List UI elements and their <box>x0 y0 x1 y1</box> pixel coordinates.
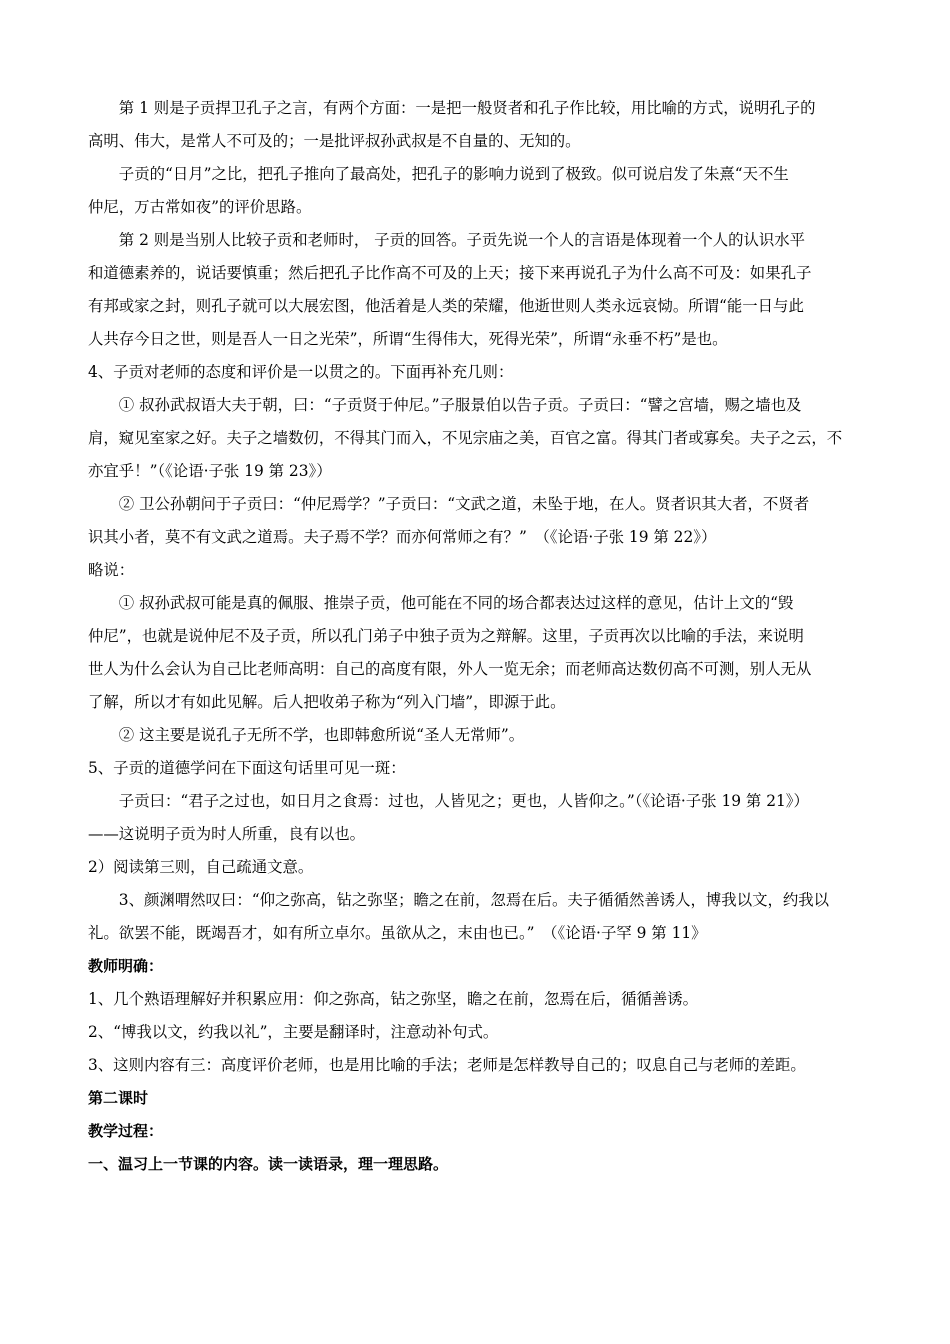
process-heading <box>88 1115 862 1148</box>
text-line: 有邦或家之封，则孔子就可以大展宏图，他活着是人类的荣耀，他逝世则人类永远哀恸。所谓“能一日与此 <box>88 297 804 315</box>
text-line: ① 叔孙武叔可能是真的佩服、推崇子贡，他可能在不同的场合都表达过这样的意见，估计上文的“毁 <box>118 594 794 612</box>
item-5 <box>88 752 862 785</box>
text-line: 5、子贡的道德学问在下面这句话里可见一斑： <box>88 759 406 777</box>
item-4 <box>88 356 862 389</box>
text-line: 仲尼”，也就是说仲尼不及子贡，所以孔门弟子中独子贡为之辩解。这里，子贡再次以比喻的手法，来说明 <box>88 627 804 645</box>
text-line: 世人为什么会认为自己比老师高明：自己的高度有限，外人一览无余；而老师高达数仞高不可测，别人无从 <box>88 660 812 678</box>
text-line: 仲尼，万古常如夜”的评价思路。 <box>88 198 312 216</box>
text-line: 肩，窥见室家之好。夫子之墙数仞，不得其门而入，不见宗庙之美，百官之富。得其门者或寡矣。夫子之云，不 <box>88 429 843 447</box>
paragraph-1 <box>88 92 862 158</box>
paragraph-3 <box>88 224 862 356</box>
text-line: 3、这则内容有三：高度评价老师，也是用比喻的手法；老师是怎样教导自己的；叹息自己与老师的差距。 <box>88 1056 806 1074</box>
text-line: 4、子贡对老师的态度和评价是一以贯之的。下面再补充几则： <box>88 363 514 381</box>
paragraph-2 <box>88 158 862 224</box>
text-line: 高明、伟大，是常人不可及的；一是批评叔孙武叔是不自量的、无知的。 <box>88 132 581 150</box>
text-line: 教师明确： <box>88 957 164 975</box>
text-line: 2、“博我以文，约我以礼”，主要是翻译时，注意动补句式。 <box>88 1023 499 1041</box>
note-2 <box>88 719 862 752</box>
text-line: 亦宜乎！”（《论语·子张 19 第 23》） <box>88 462 332 480</box>
teacher-point-2 <box>88 1016 862 1049</box>
text-line: 了解，所以才有如此见解。后人把收弟子称为“列入门墙”，即源于此。 <box>88 693 566 711</box>
text-line: 和道德素养的，说话要慎重；然后把孔子比作高不可及的上天；接下来再说孔子为什么高不可及：如果孔子 <box>88 264 812 282</box>
text-line: 子贡的“日月”之比，把孔子推向了最高处，把孔子的影响力说到了极致。似可说启发了朱熹“天不生 <box>118 165 789 183</box>
teacher-point-1 <box>88 983 862 1016</box>
text-line: 人共存今日之世，则是吾人一日之光荣”，所谓“生得伟大，死得光荣”，所谓“永垂不朽”是也。 <box>88 330 728 348</box>
text-line: 1、几个熟语理解好并积累应用：仰之弥高，钻之弥坚，瞻之在前，忽焉在后，循循善诱。 <box>88 990 699 1008</box>
text-line: ——这说明子贡为时人所重，良有以也。 <box>88 825 366 843</box>
note-1 <box>88 587 862 719</box>
text-line: 礼。欲罢不能，既竭吾才，如有所立卓尔。虽欲从之，末由也已。” （《论语·子罕 9 第 11》 <box>88 924 707 942</box>
text-line: 略说： <box>88 561 135 579</box>
text-line: ② 这主要是说孔子无所不学，也即韩愈所说“圣人无常师”。 <box>118 726 525 744</box>
text-line: 第 2 则是当别人比较子贡和老师时， 子贡的回答。子贡先说一个人的言语是体现着一个人的认识水平 <box>118 231 806 249</box>
quote-4 <box>88 884 862 950</box>
lue-shuo-label <box>88 554 862 587</box>
teacher-heading <box>88 950 862 983</box>
text-line: 第 1 则是子贡捍卫孔子之言，有两个方面：一是把一般贤者和孔子作比较，用比喻的方式，说明孔子的 <box>118 99 816 117</box>
text-line: 子贡曰：“君子之过也，如日月之食焉：过也，人皆见之；更也，人皆仰之。”（《论语·子张 19 第 21》） <box>118 792 809 810</box>
teacher-point-3 <box>88 1049 862 1082</box>
dash-line <box>88 818 862 851</box>
text-line: 识其小者，莫不有文武之道焉。夫子焉不学？而亦何常师之有？” （《论语·子张 19 第 22》） <box>88 528 717 546</box>
step-1-heading <box>88 1148 862 1181</box>
read-third-item <box>88 851 862 884</box>
text-line: 一、温习上一节课的内容。读一读语录，理一理思路。 <box>88 1155 449 1173</box>
text-line: ① 叔孙武叔语大夫于朝，曰：“子贡贤于仲尼。”子服景伯以告子贡。子贡曰：“譬之宫墙，赐之墙也及 <box>118 396 802 414</box>
lesson-2-heading <box>88 1082 862 1115</box>
text-line: 3、颜渊喟然叹曰：“仰之弥高，钻之弥坚；瞻之在前，忽焉在后。夫子循循然善诱人，博我以文，约我以 <box>118 891 830 909</box>
text-line: 教学过程： <box>88 1122 164 1140</box>
quote-3 <box>88 785 862 818</box>
text-line: ② 卫公孙朝问于子贡曰：“仲尼焉学？”子贡曰：“文武之道，未坠于地，在人。贤者识其大者，不贤者 <box>118 495 810 513</box>
quote-2 <box>88 488 862 554</box>
text-line: 第二课时 <box>88 1089 149 1107</box>
quote-1 <box>88 389 862 488</box>
text-line: 2）阅读第三则，自己疏通文意。 <box>88 858 314 876</box>
